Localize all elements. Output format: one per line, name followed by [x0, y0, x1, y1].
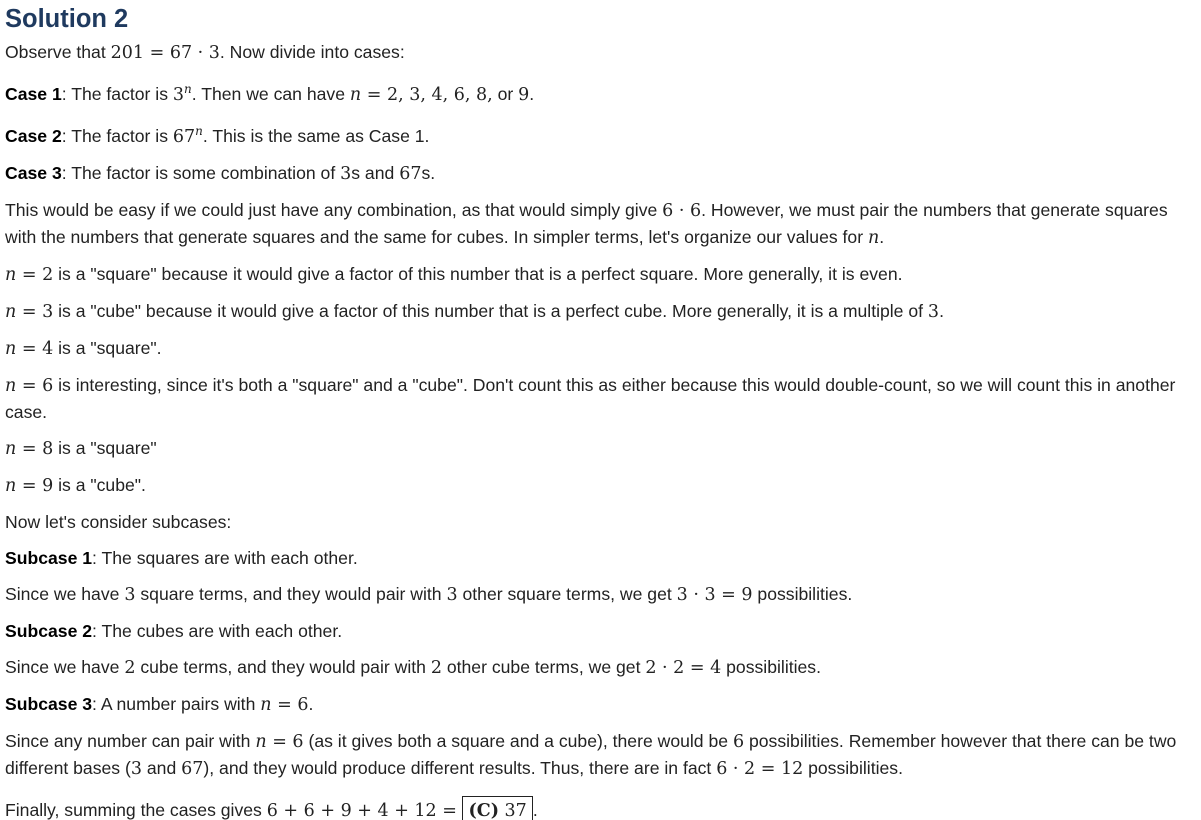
text: possibilities. Remember however that there can be two different bases ( [5, 730, 1177, 778]
text: is a "square" [53, 437, 157, 458]
text: . [532, 799, 538, 820]
text: other square terms, we get [457, 583, 677, 604]
math-var-n: n [5, 375, 17, 396]
math-equals: = 2 [16, 264, 54, 285]
n-equals-8-paragraph [5, 435, 1187, 462]
subcase-2-label: Subcase 2 [5, 620, 93, 641]
text: Since we have [5, 656, 125, 677]
math-two: 2 [124, 657, 136, 678]
text: . [939, 300, 944, 321]
math-sum: 6 + 6 + 9 + 4 + 12 = [266, 800, 463, 820]
subcase-3-explanation [5, 728, 1187, 782]
text: . [879, 226, 885, 247]
math-equals: = 6 [266, 731, 304, 752]
subcase-3-label: Subcase 3 [5, 693, 93, 714]
math-last-value: 9 [518, 84, 530, 105]
math-product: 3 · 3 = 9 [676, 584, 753, 605]
subcase-3-paragraph [5, 691, 1187, 718]
text: ), and they would produce different results. Thus, there are in fact [203, 757, 717, 778]
subcases-intro: Now let's consider subcases: [5, 511, 232, 532]
text: possibilities. [721, 656, 821, 677]
math-sixty-seven: 67 [181, 758, 204, 779]
case-1-paragraph [5, 76, 1187, 108]
text: and [141, 757, 182, 778]
n-equals-2-paragraph [5, 261, 1187, 288]
subcase-1-explanation [5, 581, 1187, 608]
text: possibilities. [752, 583, 853, 604]
text: cube terms, and they would pair with [135, 656, 431, 677]
math-exponent: n [184, 82, 192, 96]
text: other cube terms, we get [441, 656, 646, 677]
math-var-n: n [5, 438, 17, 459]
text: : The factor is some combination of [61, 162, 341, 183]
boxed-answer [462, 796, 532, 820]
case-2-label: Case 2 [5, 125, 62, 146]
math-base: 67 [172, 126, 196, 147]
math-three: 3 [927, 301, 940, 322]
math-var-n: n [867, 227, 880, 248]
text: : The squares are with each other. [92, 547, 358, 568]
observe-paragraph [5, 39, 1187, 66]
text: Observe that [5, 42, 111, 62]
math-sixty-seven: 67 [399, 163, 422, 184]
solution-title: Solution 2 [5, 5, 129, 33]
n-equals-6-paragraph [5, 372, 1187, 425]
case-3-label: Case 3 [5, 162, 62, 183]
subcase-2-explanation [5, 654, 1187, 681]
text: square terms, and they would pair with [135, 583, 447, 604]
text: Since we have [5, 583, 125, 604]
math-three: 3 [130, 758, 142, 779]
text: Finally, summing the cases gives [5, 799, 267, 820]
math-product: 6 · 2 = 12 [716, 758, 804, 779]
text: possibilities. [803, 757, 903, 778]
math-three: 3 [340, 163, 352, 184]
math-exponent: n [195, 123, 203, 138]
text: is interesting, since it's both a "square" and a "cube". Don't count this as either because this would double-count, so we will count this in another case. [5, 374, 1176, 422]
combination-paragraph [5, 197, 1187, 251]
subcase-1-paragraph [5, 545, 1187, 571]
text: . Now divide into cases: [219, 42, 405, 62]
math-three: 3 [124, 584, 136, 605]
n-equals-9-paragraph [5, 472, 1187, 499]
math-equals: = 3 [16, 301, 54, 322]
text: is a "square". [53, 337, 162, 358]
math-equals: = 9 [16, 475, 54, 496]
math-equals: = 4 [16, 338, 54, 359]
answer-value: 37 [498, 800, 527, 820]
math-six: 6 [732, 731, 745, 752]
text: . This is the same as Case 1. [202, 125, 430, 146]
text: is a "cube". [53, 474, 146, 495]
final-summation [5, 796, 1187, 820]
answer-choice: (C) [468, 800, 499, 820]
case-1-label: Case 1 [5, 83, 62, 104]
text: is a "cube" because it would give a factor of this number that is a perfect cube. More generally, it is a multiple of [53, 300, 928, 321]
text: s. [421, 162, 436, 183]
text: . Then we can have [191, 83, 350, 104]
text: : The cubes are with each other. [92, 620, 343, 641]
case-3-paragraph [5, 160, 1187, 187]
math-two: 2 [430, 657, 442, 678]
text: This would be easy if we could just have any combination, as that would simply give [5, 199, 663, 220]
math-var-n: n [260, 694, 272, 715]
math-var-n: n [5, 301, 17, 322]
math-equals: = 6 [16, 375, 54, 396]
subcase-1-label: Subcase 1 [5, 547, 93, 568]
subcase-2-paragraph [5, 618, 1187, 644]
n-equals-4-paragraph [5, 335, 1187, 362]
math-var-n: n [5, 475, 17, 496]
math-values: = 2, 3, 4, 6, 8, [361, 84, 493, 105]
math-var-n: n [255, 731, 267, 752]
text: Since any number can pair with [5, 730, 256, 751]
text: : A number pairs with [92, 693, 261, 714]
text: : The factor is [61, 83, 173, 104]
math-equals: = 8 [16, 438, 54, 459]
text: or [492, 83, 519, 104]
text: . [308, 693, 314, 714]
math-var-n: n [5, 338, 17, 359]
math-three: 3 [446, 584, 458, 605]
math-equals: = 6 [271, 694, 309, 715]
text: . [529, 83, 535, 104]
text: is a "square" because it would give a factor of this number that is a perfect square. More generally, it is even. [53, 263, 903, 284]
math-factorization: 201 = 67 · 3 [110, 43, 220, 63]
math-product: 6 · 6 [662, 200, 702, 221]
math-product: 2 · 2 = 4 [645, 657, 722, 678]
text: . However, we must pair the numbers that generate squares with the numbers that generate squares and the same for cubes. In simpler terms, let's organize our values for [5, 199, 1168, 247]
text: : The factor is [61, 125, 173, 146]
n-equals-3-paragraph [5, 298, 1187, 325]
text: (as it gives both a square and a cube), there would be [303, 730, 733, 751]
math-base: 3 [172, 84, 185, 105]
text: s and [351, 162, 400, 183]
math-var-n: n [349, 84, 362, 105]
math-var-n: n [5, 264, 17, 285]
case-2-paragraph [5, 118, 1187, 150]
